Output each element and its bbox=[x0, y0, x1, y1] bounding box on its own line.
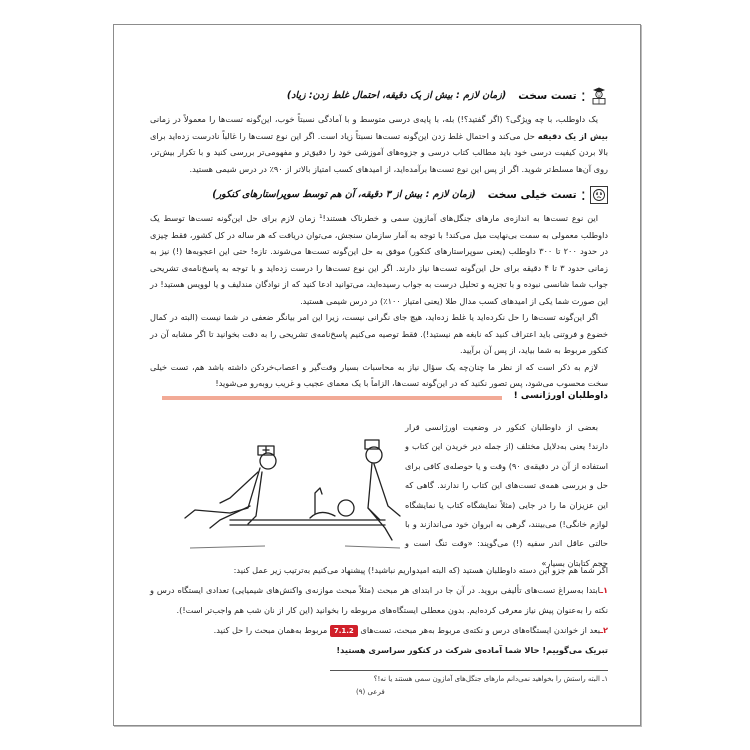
hard-test-note: (زمان لازم : بیش از یک دقیقه، احتمال غلط زدن: زیاد) bbox=[286, 90, 507, 101]
footnote-divider bbox=[330, 670, 608, 671]
very-hard-paragraph-1: این نوع تست‌ها به اندازه‌ی مارهای جنگل‌های آمازون سمی و خطرناک هستند!¹ زمان لازم برای حل این‌گونه تست‌ها توسط یک داوطلب معمولی به سمت بی‌نهایت میل می‌کند! با توجه به آمار سازمان سنجش، می‌توان دریافت که هر ساله در کل کشور، فقط چیزی در حدود ۲۰۰ تا ۳۰۰ داوطلب (یعنی سوپراستارهای کنکور) موفق به حل این‌گونه تست‌ها می‌شوند. تازه! حتی این اعجوبه‌ها (!) نیز به زمانی حدود ۳ تا ۴ دقیقه برای حل این‌گونه تست‌ها نیاز دارند. اگر این نوع تست‌ها را درست زده‌اید و با توجه به پاسخ‌نامه‌ی تشریحی جواب شما شانسی نبوده و با تجزیه و تحلیل درست به جواب رسیده‌اید، می‌توانید ادعا کنید که از نوادگان مندلیف و یا لوویس هستید! در این صورت شما یکی از امیدهای کسب مدال طلا (یعنی امتیاز ۱۰۰٪) در درس شیمی هستید. bbox=[150, 213, 608, 306]
step-2 bbox=[150, 620, 608, 640]
ground-shadow bbox=[345, 546, 400, 548]
urgent-section-header bbox=[162, 391, 608, 405]
urgent-section-title: داوطلبان اورژانسی ! bbox=[513, 391, 608, 401]
paragraph-text: یک داوطلب، با چه ویژگی؟ (اگر گفتید؟!) بله، با پایه‌ی درسی متوسط و با آمادگی نسبتاً خوب، این‌گونه تست‌ها را معمولاً در زمانی bbox=[150, 114, 598, 124]
step-1-text: ابتدا به‌سراغ تست‌های تألیفی بروید. در آن جا در ابتدای هر مبحث (مثلاً مبحث موازنه‌ی واکنش‌های شیمیایی) تعدادی ایستگاه درس و نکته را به‌عنوان پیش نیاز معرفی کرده‌ایم. بدون معطلی ایستگاه‌های مربوطه را بخوانید (این کار از نان شب هم واجب‌تر است!). bbox=[150, 585, 608, 615]
graduate-face-icon bbox=[590, 87, 608, 105]
heading-hard-test bbox=[150, 86, 608, 105]
step-1-number: ۱ـ bbox=[600, 585, 608, 595]
colon: : bbox=[580, 185, 586, 204]
very-hard-test-note: (زمان لازم : بیش از ۳ دقیقه، آن هم توسط سوپراستارهای کنکور) bbox=[212, 189, 476, 200]
page-content bbox=[150, 86, 608, 392]
colon: : bbox=[580, 86, 586, 105]
closing-line: تبریک می‌گوییم! حالا شما آماده‌ی شرکت در کنکور سراسری هستید! bbox=[336, 645, 608, 655]
urgent-intro: اگر شما هم جزو این دسته داوطلبان هستید (که البته امیدواریم نباشید!) پیشنهاد می‌کنیم به‌ترتیب زیر عمل کنید: bbox=[233, 565, 608, 575]
heading-very-hard-test bbox=[150, 185, 608, 204]
paragraph-bold-text: بیش از یک دقیقه bbox=[537, 130, 608, 141]
patient-head bbox=[338, 500, 354, 516]
step-2-text-after: مربوط به‌همان مبحث را حل کنید. bbox=[213, 625, 328, 635]
section-divider bbox=[162, 396, 502, 400]
very-hard-test-title: تست خیلی سخت bbox=[487, 188, 577, 201]
hard-test-title: تست سخت bbox=[518, 89, 577, 102]
hard-test-paragraph bbox=[150, 111, 608, 177]
page-number: فرعی (۹) bbox=[356, 688, 385, 696]
very-hard-paragraph-3: لازم به ذکر است که از نظر ما چنان‌چه یک سؤال نیاز به محاسبات بسیار وقت‌گیر و اعصاب‌خردکن داشته باشد هم، تست خیلی سخت محسوب می‌شود، پس تصور نکنید که در این‌گونه تست‌ها، الزاماً با یک معمای عجیب و غریب روبه‌رو می‌شوید! bbox=[150, 361, 608, 388]
step-2-text-before: بعد از خواندن ایستگاه‌های درس و نکته‌ی مربوط به‌هر مبحث، تست‌های bbox=[360, 625, 601, 635]
footnote: ۱ـ البته راستش را بخواهید نمی‌دانم مارهای جنگل‌های آمازون سمی هستند یا نه!؟ bbox=[373, 675, 608, 683]
urgent-side-paragraph: بعضی از داوطلبان کنکور در وضعیت اورژانسی قرار دارند! یعنی به‌دلایل مختلف (از جمله دیر خریدن این کتاب و استفاده از آن در دقیقه‌ی ۹۰) وقت و یا حوصله‌ی کافی برای حل و بررسی همه‌ی تست‌های این کتاب را ندارند. گاهی که این عزیزان ما را در جایی (مثلاً نمایشگاه کتاب یا نمایشگاه لوازم خانگی!) می‌بینند، گرهی به ابروان خود می‌اندازند و با حالتی عاقل اندر سفیه (!) می‌گویند: «وقت تنگ است و حجم کتابتان بسیار» bbox=[405, 422, 609, 568]
stretcher-cartoon-illustration bbox=[160, 428, 405, 553]
step-1 bbox=[150, 580, 608, 620]
worried-face-icon bbox=[590, 186, 608, 204]
test-code-badge: 7.1.2 bbox=[330, 625, 358, 637]
step-2-number: ۲ـ bbox=[600, 625, 608, 635]
urgent-instructions bbox=[150, 560, 608, 660]
ground-shadow bbox=[190, 546, 265, 548]
very-hard-paragraph-2: اگر این‌گونه تست‌ها را حل نکرده‌اید یا غلط زده‌اید، هیچ جای نگرانی نیست، زیرا این امر بیانگر ضعفی در شما نیست (البته در کمال خضوع و فروتنی باید اعتراف کنید که نابغه هم نیستید!). فقط توصیه می‌کنیم پاسخ‌نامه‌ی تشریحی را به دقت بخوانید تا اگر مشابه آن در کنکور مربوط به شما بیاید، از پس آن برآیید. bbox=[150, 312, 608, 355]
paragraph-text: حل می‌کند و احتمال غلط زدن این‌گونه تست‌ها نسبتاً زیاد است. اگر این نوع تست‌ها را غالباً نادرست زده‌اید برای بالا بردن کیفیت درسی خود باید مطالب کتاب درسی و جزوه‌های آموزشی خود را دقیق‌تر و مفهومی‌تر بررسی کنید و با تکرار بیش‌تر، روی آن‌ها مسلط‌تر شوید. اگر از پس این نوع تست‌ها برآمده‌اید، از امیدهای کسب امتیاز بالاتر از ۹۰٪ در درس شیمی هستید. bbox=[150, 130, 608, 174]
urgent-side-text bbox=[405, 418, 608, 573]
